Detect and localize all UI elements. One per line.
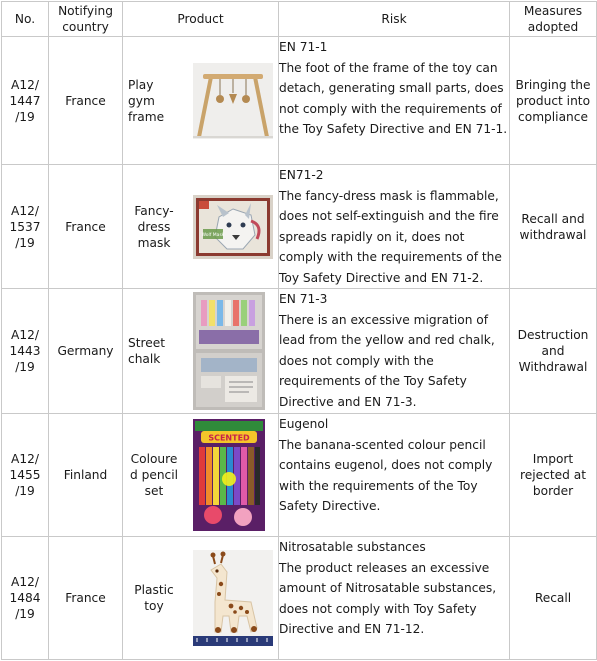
notifying-country: France <box>49 537 123 660</box>
notifying-country: Germany <box>49 289 123 414</box>
product-name: Play gym frame <box>128 77 165 124</box>
mask-package-label: Wolf Mask <box>201 232 225 238</box>
header-notifying-country: Notifying country <box>49 2 123 37</box>
play-gym-frame-photo <box>193 63 273 139</box>
risk-cell <box>279 165 510 289</box>
product-name: Plastic toy <box>134 583 174 613</box>
risk-title: EN 71-3 <box>279 292 328 306</box>
notification-number: A12/ 1455 /19 <box>2 414 49 537</box>
risk-cell <box>279 37 510 165</box>
product-name: Coloure d pencil set <box>129 452 179 498</box>
measures-adopted: Destruction and Withdrawal <box>510 289 597 414</box>
pencil-package-label: SCENTED <box>208 433 250 443</box>
fancy-dress-mask-photo <box>193 195 273 259</box>
header-no: No. <box>2 2 49 37</box>
risk-cell <box>279 289 510 414</box>
table-row <box>2 414 597 537</box>
risk-description: There is an excessive migration of lead from the yellow and red chalk, does not comply with the requirements of the Toy Safety Directive and EN 71-3. <box>279 312 495 409</box>
table-row <box>2 165 597 289</box>
risk-description: The banana-scented colour pencil contains eugenol, does not comply with the requirements of the Toy Safety Directive. <box>279 437 493 513</box>
risk-description: The foot of the frame of the toy can detach, generating small parts, does not comply with the requirements of the Toy Safety Directive and EN 71-1. <box>279 60 508 136</box>
risk-cell <box>279 414 510 537</box>
notification-number: A12/ 1447 /19 <box>2 37 49 165</box>
plastic-giraffe-toy-photo <box>193 550 273 646</box>
notification-number: A12/ 1537 /19 <box>2 165 49 289</box>
header-product: Product <box>123 2 279 37</box>
notifying-country: France <box>49 37 123 165</box>
product-cell <box>123 289 279 414</box>
risk-title: Nitrosatable substances <box>279 540 426 554</box>
product-cell <box>123 537 279 660</box>
notification-number: A12/ 1484 /19 <box>2 537 49 660</box>
table-row <box>2 537 597 660</box>
notifying-country: France <box>49 165 123 289</box>
rapex-notifications-table <box>1 1 597 660</box>
product-cell <box>123 37 279 165</box>
street-chalk-photo <box>193 292 265 410</box>
header-row <box>2 2 597 37</box>
risk-title: Eugenol <box>279 417 329 431</box>
header-risk: Risk <box>279 2 510 37</box>
measures-adopted: Bringing the product into compliance <box>510 37 597 165</box>
product-cell <box>123 165 279 289</box>
table-row <box>2 37 597 165</box>
notification-number: A12/ 1443 /19 <box>2 289 49 414</box>
product-cell <box>123 414 279 537</box>
notifying-country: Finland <box>49 414 123 537</box>
coloured-pencil-set-photo <box>193 419 265 531</box>
risk-description: The fancy-dress mask is flammable, does not self-extinguish and the fire spreads rapidly on it, does not comply with the requirements of the Toy Safety Directive and EN 71-2. <box>279 188 502 285</box>
risk-description: The product releases an excessive amount of Nitrosatable substances, does not comply with Toy Safety Directive and EN 71-12. <box>279 560 497 636</box>
risk-title: EN 71-1 <box>279 40 328 54</box>
header-measures-adopted: Measures adopted <box>510 2 597 37</box>
risk-cell <box>279 537 510 660</box>
measures-adopted: Recall <box>510 537 597 660</box>
measures-adopted: Import rejected at border <box>510 414 597 537</box>
risk-title: EN71-2 <box>279 168 324 182</box>
table-row <box>2 289 597 414</box>
product-name: Street chalk <box>128 336 166 366</box>
product-name: Fancy-dress mask <box>134 203 174 250</box>
measures-adopted: Recall and withdrawal <box>510 165 597 289</box>
